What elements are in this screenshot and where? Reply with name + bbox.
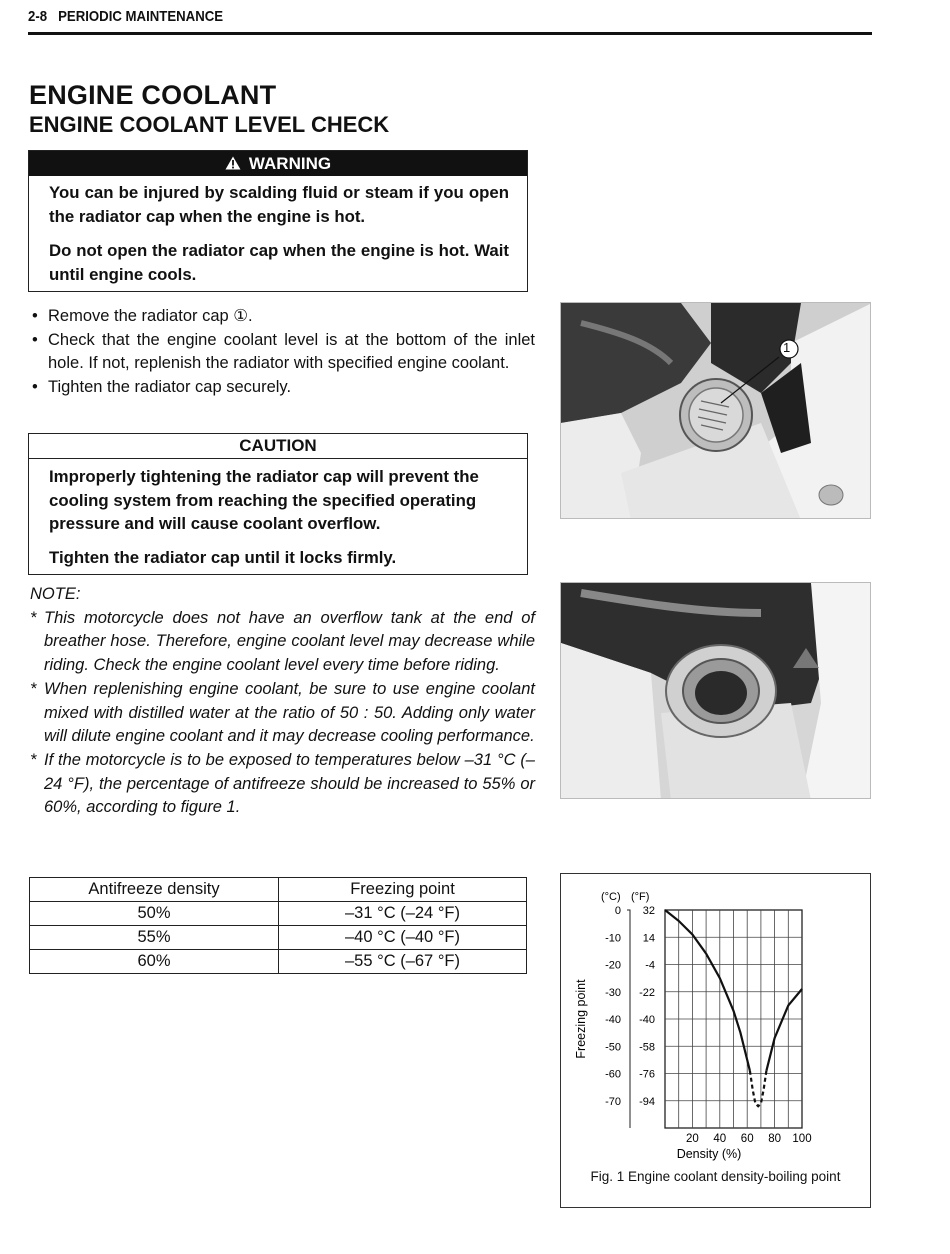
x-tick-label: 100: [792, 1133, 812, 1145]
callout-number: 1: [783, 340, 791, 355]
y-tick-label-c: -20: [605, 959, 621, 972]
caution-text-2: Tighten the radiator cap until it locks firmly.: [49, 547, 397, 567]
warning-text-1: You can be injured by scalding fluid or steam if you open the radiator cap when the engine is hot.: [49, 183, 509, 226]
y-tick-label-f: -4: [645, 959, 655, 972]
y-tick-label-c: -30: [605, 986, 621, 999]
warning-label: WARNING: [248, 154, 332, 173]
y-tick-label-f: -58: [639, 1041, 655, 1054]
caution-text-1: Improperly tightening the radiator cap will prevent the cooling system from reaching the specified operating pressure and will cause coolant overflow.: [49, 467, 479, 533]
x-tick-label: 20: [686, 1133, 699, 1145]
table-row: [30, 902, 527, 926]
radiator-inlet-photo: [560, 582, 871, 799]
section-title: ENGINE COOLANT: [29, 80, 277, 110]
note-section: [30, 583, 535, 820]
note-item: * If the motorcycle is to be exposed to temperatures below –31 °C (–24 °F), the percentage of antifreeze should be increased to 55% or 60%, according to figure 1.: [30, 750, 535, 817]
y-tick-label-c: -50: [605, 1041, 621, 1054]
warning-text-2: Do not open the radiator cap when the engine is hot. Wait until engine cools.: [49, 241, 509, 284]
table-row: [30, 926, 527, 950]
step-list: [30, 305, 535, 400]
freezing-curve-solid: [665, 910, 750, 1071]
y-axis-label: Freezing point: [574, 979, 588, 1059]
step-item: • Check that the engine coolant level is at the bottom of the inlet hole. If not, replenish the radiator with specified engine coolant.: [32, 330, 535, 373]
y-tick-label-f: -76: [639, 1068, 655, 1081]
step-item: • Tighten the radiator cap securely.: [32, 378, 292, 397]
radiator-cap-illustration: [561, 303, 871, 519]
note-text: This motorcycle does not have an overflow tank at the end of breather hose. Therefore, engine coolant level may decrease while riding. Check the engine coolant level every time before riding.: [44, 608, 535, 675]
y-tick-label-c: -60: [605, 1068, 621, 1081]
y-tick-label-f: -22: [639, 986, 655, 999]
x-tick-label: 60: [740, 1133, 754, 1145]
x-tick-label: 80: [768, 1133, 781, 1145]
note-item: * This motorcycle does not have an overflow tank at the end of breather hose. Therefore, engine coolant level may decrease while riding. Check the engine coolant level every time before riding.: [30, 608, 535, 675]
y-tick-label-c: 0: [614, 905, 621, 917]
table-cell: 50%: [30, 902, 279, 926]
step-text: Remove the radiator cap ①.: [48, 307, 253, 325]
step-item: • Remove the radiator cap ①.: [32, 307, 253, 325]
freezing-point-chart: [561, 874, 870, 1174]
x-tick-label: 40: [713, 1133, 727, 1145]
x-axis-label: Density (%): [676, 1147, 742, 1161]
figure-caption: Fig. 1 Engine coolant density-boiling point: [590, 1169, 841, 1184]
y-tick-label-f: -94: [639, 1095, 655, 1108]
freezing-curve-solid: [766, 989, 802, 1071]
table-header-row: [30, 878, 527, 902]
caution-header: CAUTION: [29, 434, 527, 459]
table-cell: 60%: [30, 950, 279, 974]
warning-triangle-icon: [225, 156, 241, 170]
y-axis-bracket: [627, 910, 630, 1128]
y-tick-label-f: -40: [639, 1014, 655, 1026]
step-text: Check that the engine coolant level is at the bottom of the inlet hole. If not, replenish the radiator with specified engine coolant.: [48, 330, 535, 373]
radiator-cap-photo: [560, 302, 871, 519]
warning-box: [28, 150, 528, 292]
table-header-cell: Freezing point: [279, 878, 527, 902]
antifreeze-table: [29, 877, 527, 974]
table-cell: –55 °C (–67 °F): [279, 950, 527, 974]
y-tick-label-f: 14: [642, 932, 655, 945]
note-item: * When replenishing engine coolant, be sure to use engine coolant mixed with distilled water at the ratio of 50 : 50. Adding only water will dilute engine coolant and it may decrease cooling performance.: [30, 679, 535, 746]
table-cell: 55%: [30, 926, 279, 950]
y-tick-label-c: -70: [605, 1095, 621, 1108]
y-unit-f: (°F): [631, 891, 650, 903]
page-header: [28, 8, 872, 35]
table-row: [30, 950, 527, 974]
radiator-inlet-illustration: [561, 583, 871, 799]
page-header-text: 2-8 PERIODIC MAINTENANCE: [28, 8, 224, 25]
y-unit-c: (°C): [601, 891, 621, 903]
section-subtitle: ENGINE COOLANT LEVEL CHECK: [29, 112, 390, 137]
table-cell: –31 °C (–24 °F): [279, 902, 527, 926]
y-tick-label-f: 32: [642, 905, 655, 917]
step-text: Tighten the radiator cap securely.: [48, 378, 292, 397]
table-header-cell: Antifreeze density: [30, 878, 279, 902]
note-label: NOTE:: [30, 585, 81, 603]
table-cell: –40 °C (–40 °F): [279, 926, 527, 950]
warning-header: [29, 151, 527, 176]
note-text: When replenishing engine coolant, be sure to use engine coolant mixed with distilled water at the ratio of 50 : 50. Adding only water will dilute engine coolant and it may decrease cooling performance.: [44, 679, 535, 746]
caution-box: [28, 433, 528, 575]
note-text: If the motorcycle is to be exposed to temperatures below –31 °C (–24 °F), the percentage of antifreeze should be increased to 55% or 60%, according to figure 1.: [44, 750, 535, 817]
y-tick-label-c: -40: [605, 1014, 621, 1026]
y-tick-label-c: -10: [605, 932, 621, 945]
freezing-point-figure: [560, 873, 871, 1208]
